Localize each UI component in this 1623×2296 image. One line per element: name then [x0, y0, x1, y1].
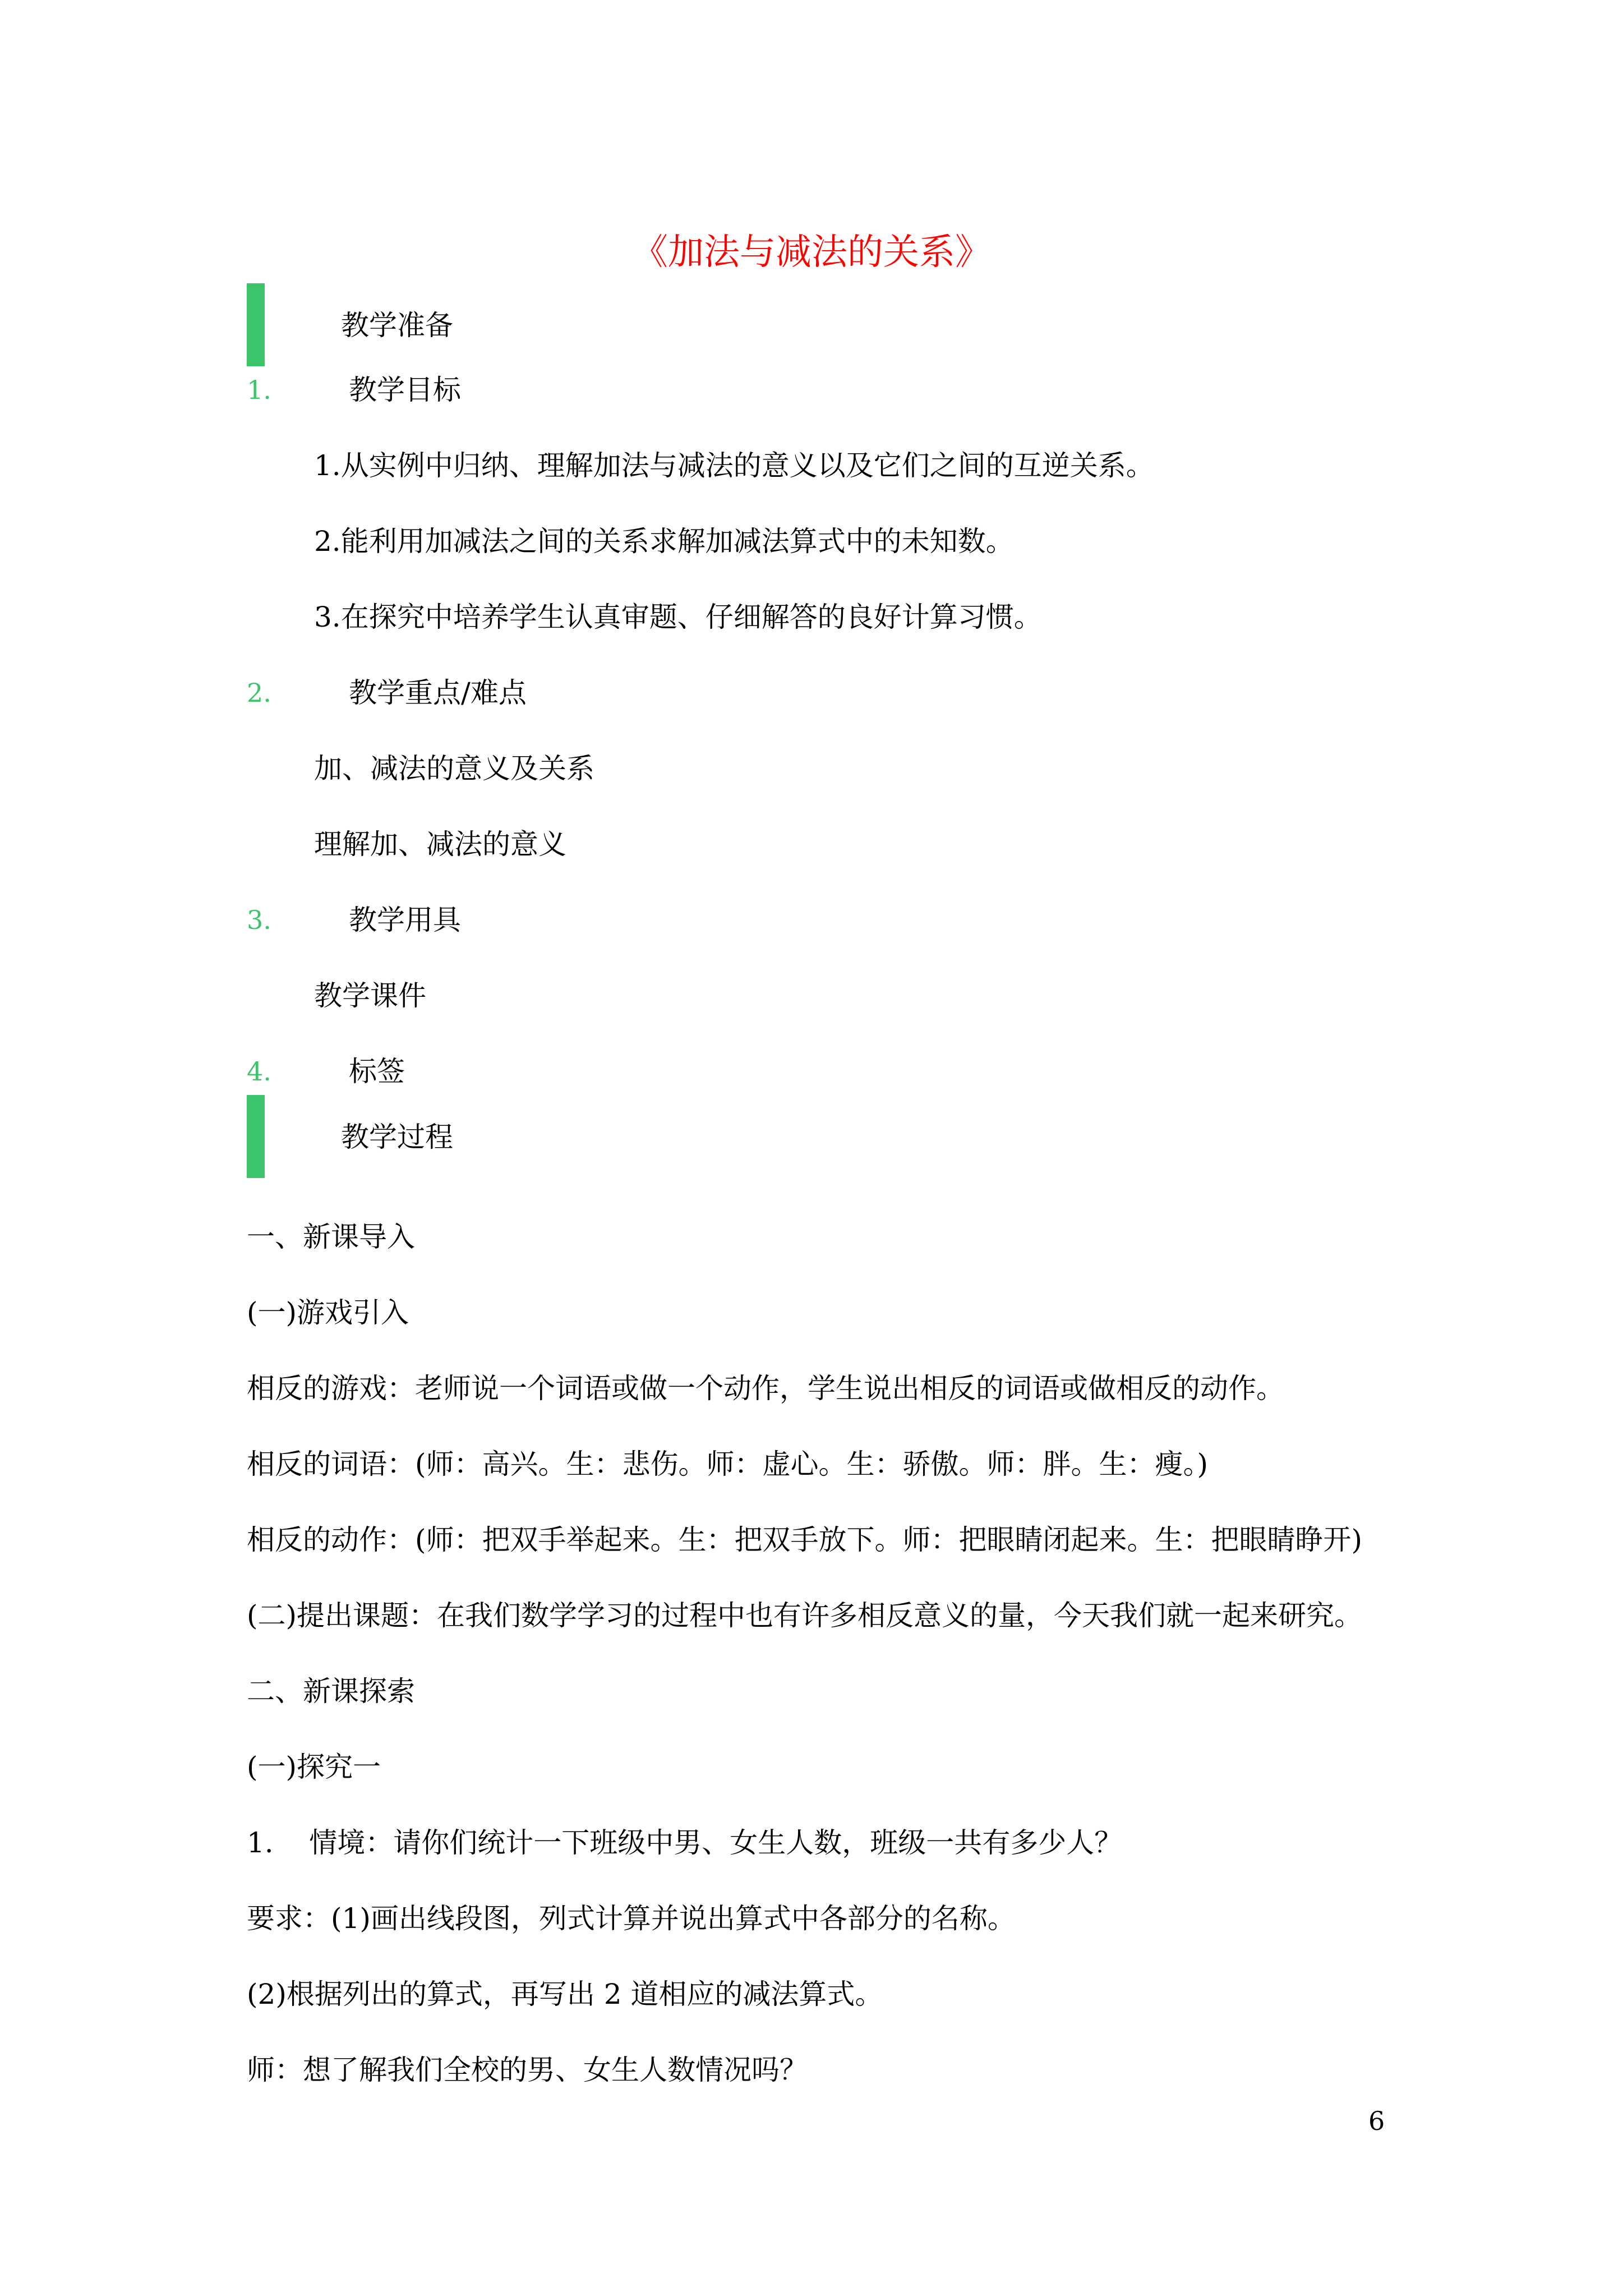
process-heading: 一、新课导入 — [247, 1221, 415, 1253]
process-paragraph: (二)提出课题：在我们数学学习的过程中也有许多相反意义的量，今天我们就一起来研究。 — [247, 1599, 1363, 1632]
item-heading-goals: 教学目标 — [349, 374, 461, 406]
tools-line: 教学课件 — [314, 979, 426, 1012]
goal-line: 2.能利用加减法之间的关系求解加减法算式中的未知数。 — [314, 525, 1014, 558]
process-paragraph: 师：想了解我们全校的男、女生人数情况吗？ — [247, 2054, 808, 2086]
page-number: 6 — [1368, 2106, 1385, 2136]
process-paragraph: 相反的动作：(师：把双手举起来。生：把双手放下。师：把眼睛闭起来。生：把眼睛睁开) — [247, 1524, 1363, 1556]
section-heading-process: 教学过程 — [341, 1121, 453, 1153]
item-number: 3. — [247, 905, 271, 935]
process-paragraph: 相反的游戏：老师说一个词语或做一个动作，学生说出相反的词语或做相反的动作。 — [247, 1372, 1284, 1405]
key-point-line: 加、减法的意义及关系 — [314, 752, 594, 785]
item-heading-tags: 标签 — [349, 1055, 405, 1088]
process-paragraph: (2)根据列出的算式，再写出 2 道相应的减法算式。 — [247, 1978, 883, 2010]
item-number: 2. — [247, 678, 271, 708]
goal-line: 1.从实例中归纳、理解加法与减法的意义以及它们之间的互逆关系。 — [314, 449, 1154, 482]
item-heading-key-points: 教学重点/难点 — [349, 677, 527, 709]
goal-line: 3.在探究中培养学生认真审题、仔细解答的良好计算习惯。 — [314, 601, 1042, 633]
key-point-line: 理解加、减法的意义 — [314, 828, 566, 861]
process-paragraph: 相反的词语：(师：高兴。生：悲伤。师：虚心。生：骄傲。师：胖。生：瘦。) — [247, 1448, 1209, 1480]
section-marker-bar — [247, 283, 265, 366]
item-heading-tools: 教学用具 — [349, 904, 461, 936]
item-number: 4. — [247, 1056, 271, 1087]
section-heading-prep: 教学准备 — [341, 309, 453, 342]
document-title: 《加法与减法的关系》 — [632, 232, 991, 273]
process-subheading: (一)探究一 — [247, 1751, 381, 1783]
process-subheading: (一)游戏引入 — [247, 1296, 409, 1329]
section-marker-bar — [247, 1095, 265, 1178]
process-paragraph: 1. 情境：请你们统计一下班级中男、女生人数，班级一共有多少人？ — [247, 1826, 1123, 1859]
process-paragraph: 要求：(1)画出线段图，列式计算并说出算式中各部分的名称。 — [247, 1902, 1016, 1935]
process-heading: 二、新课探索 — [247, 1675, 415, 1708]
item-number: 1. — [247, 375, 271, 405]
